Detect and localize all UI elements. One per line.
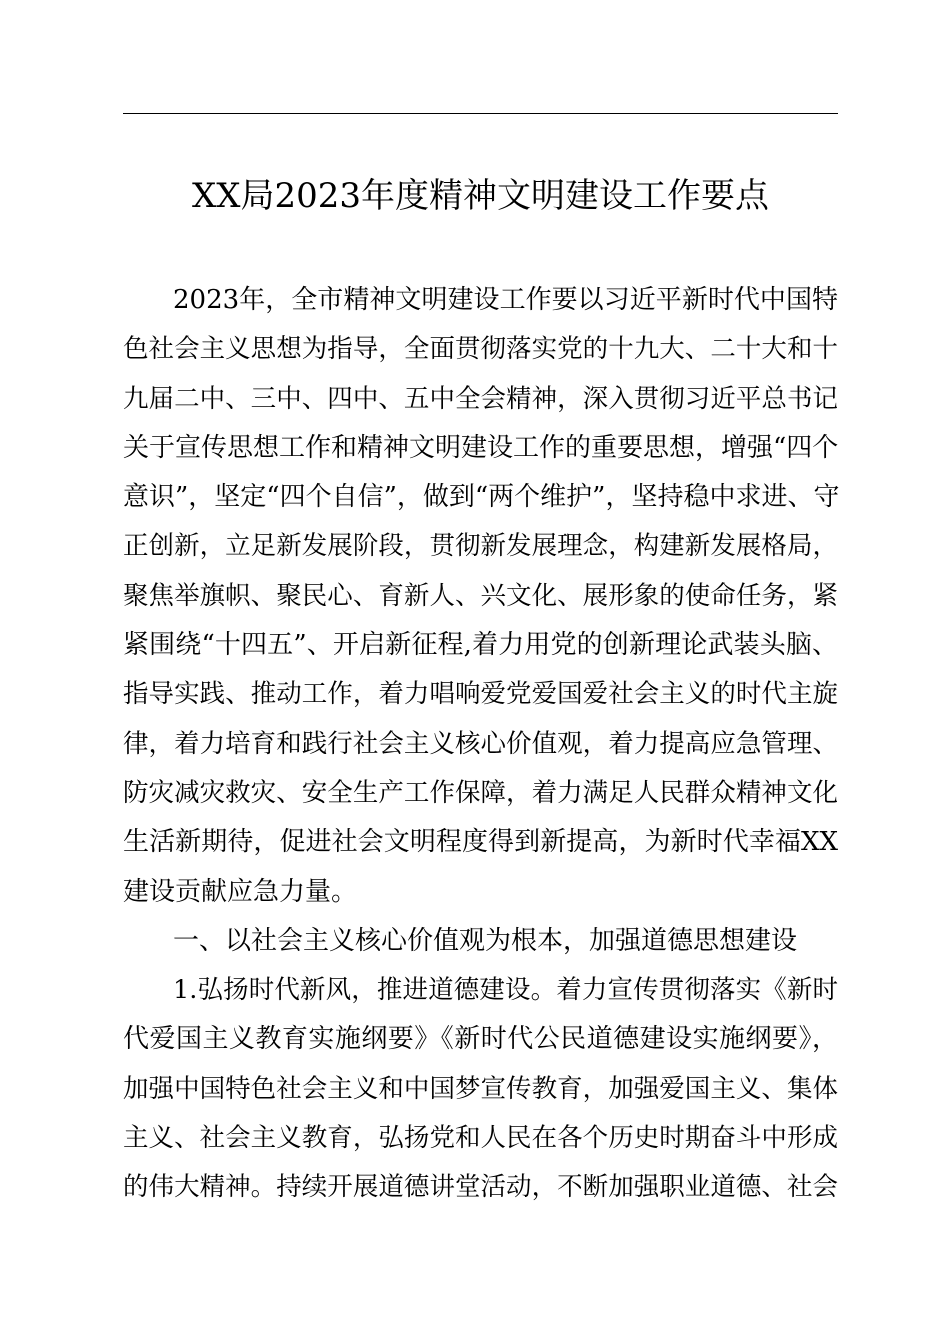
paragraph-line: 2023年，全市精神文明建设工作要以习近平新时代中国特 <box>173 285 838 315</box>
paragraph-line: 的伟大精神。持续开展道德讲堂活动，不断加强职业道德、社会 <box>123 1172 838 1203</box>
paragraph-line: 意识”，坚定“四个自信”，做到“两个维护”，坚持稳中求进、守 <box>123 482 840 513</box>
paragraph-line: 加强中国特色社会主义和中国梦宣传教育，加强爱国主义、集体 <box>123 1073 838 1104</box>
paragraph-line: 主义、社会主义教育，弘扬党和人民在各个历史时期奋斗中形成 <box>123 1123 838 1154</box>
paragraph-line: 建设贡献应急力量。 <box>123 876 358 907</box>
paragraph-line: 正创新，立足新发展阶段，贯彻新发展理念，构建新发展格局， <box>123 531 838 562</box>
paragraph-line: 防灾减灾救灾、安全生产工作保障，着力满足人民群众精神文化 <box>123 777 838 808</box>
paragraph-line: 1.弘扬时代新风，推进道德建设。着力宣传贯彻落实《新时 <box>173 975 838 1006</box>
paragraph-line: 关于宣传思想工作和精神文明建设工作的重要思想，增强“四个 <box>123 432 839 463</box>
paragraph-line: 色社会主义思想为指导，全面贯彻落实党的十九大、二十大和十 <box>123 334 838 365</box>
document-body <box>123 276 838 1213</box>
paragraph-line: 生活新期待，促进社会文明程度得到新提高，为新时代幸福XX <box>123 827 838 858</box>
header-rule <box>123 113 838 114</box>
paragraph-line: 聚焦举旗帜、聚民心、育新人、兴文化、展形象的使命任务，紧 <box>123 580 838 611</box>
paragraph-line: 紧围绕“十四五”、开启新征程,着力用党的创新理论武装头脑、 <box>123 630 838 661</box>
section-heading: 一、以社会主义核心价值观为根本，加强道德思想建设 <box>173 925 798 956</box>
document-title: XX局2023年度精神文明建设工作要点 <box>192 176 769 216</box>
paragraph-line: 指导实践、推动工作，着力唱响爱党爱国爱社会主义的时代主旋 <box>123 679 838 710</box>
paragraph-line: 律，着力培育和践行社会主义核心价值观，着力提高应急管理、 <box>123 728 838 759</box>
paragraph-line: 九届二中、三中、四中、五中全会精神，深入贯彻习近平总书记 <box>123 383 838 414</box>
paragraph-line: 代爱国主义教育实施纲要》《新时代公民道德建设实施纲要》， <box>123 1024 838 1055</box>
